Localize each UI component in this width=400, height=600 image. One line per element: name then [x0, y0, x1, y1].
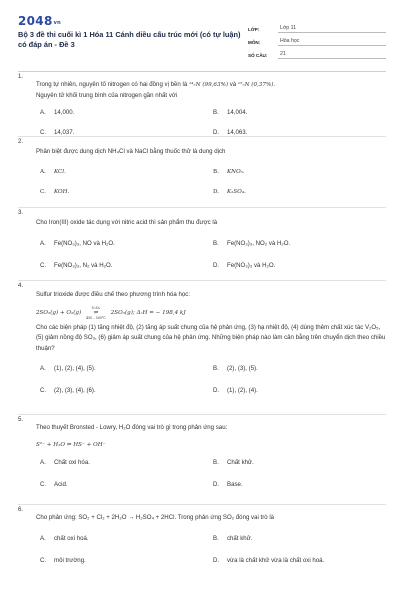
option-b[interactable]: B. (2), (3), (5).: [213, 365, 258, 372]
option-d[interactable]: D. K₂SO₄.: [213, 188, 246, 195]
question-number: 2.: [18, 138, 24, 145]
answer-options: [40, 108, 386, 138]
question-number: 1.: [18, 73, 24, 80]
document-meta: [248, 20, 386, 59]
question-5: [18, 414, 386, 504]
question-text: Cho Iron(III) oxide tác dụng với nitric acid thì sản phẩm thu được là: [36, 219, 218, 226]
option-a[interactable]: A. chất oxi hoá.: [40, 534, 89, 542]
option-a[interactable]: A. Chất oxi hóa.: [40, 459, 90, 466]
option-d[interactable]: D. Base.: [213, 481, 243, 488]
answer-options: [40, 364, 386, 396]
question-1: [18, 72, 386, 136]
question-text: Trong tự nhiên, nguyên tố nitrogen có hai đồng vị bền là: [36, 81, 188, 88]
option-c[interactable]: C. 14,037.: [40, 129, 75, 136]
question-text: Cho phản ứng: SO₂ + Cl₂ + 2H₂O → H₂SO₄ + 2HCl. Trong phản ứng SO₂ đóng vai trò là: [36, 514, 275, 521]
question-text-2: Nguyên tử khối trung bình của nitrogen gần nhất với: [36, 91, 178, 99]
question-text-2: Cho các biện pháp (1) tăng nhiệt độ, (2) tăng áp suất chung của hệ phản ứng, (3) hạ nhiệt độ, (4) dùng thêm chất xúc tác V₂O₅, (5) giảm nồng độ SO₃, (6) giảm áp suất chung của hệ phản ứng. Những biện pháp nào làm cân bằng trên chuyển dịch theo chiều thuận?: [36, 323, 386, 352]
document-header: [18, 14, 386, 59]
option-a[interactable]: A. 14,000.: [40, 109, 75, 116]
option-b[interactable]: B. KNO₃.: [213, 168, 245, 175]
option-d[interactable]: D. vừa là chất khử vừa là chất oxi hoá.: [213, 556, 325, 564]
reaction-equation: S²⁻ + H₂O ⇌ HS⁻ + OH⁻: [36, 441, 106, 448]
question-number: 3.: [18, 209, 24, 216]
option-c[interactable]: C. Acid.: [40, 481, 68, 488]
reaction-equation: 2SO₂(g) + O₂(g) V₂O₅ ⇌ 450 – 500°C 2SO₃(g); ΔᵣH = − 198,4 kJ: [36, 305, 186, 320]
document-title: Bộ 3 đề thi cuối kì 1 Hóa 11 Cánh diều cấu trúc mới (có tự luận) có đáp án - Đề 3: [18, 30, 241, 49]
option-b[interactable]: B. 14,004.: [213, 109, 248, 116]
isotope-join: và: [229, 81, 237, 88]
meta-question-count: SỐ CÂU: 21: [248, 46, 386, 59]
question-number: 5.: [18, 416, 24, 423]
option-c[interactable]: C. (2), (3), (4), (6).: [40, 387, 96, 394]
header-left: [18, 14, 248, 59]
option-d[interactable]: D. Fe(NO₃)₃ và H₂O.: [213, 261, 276, 269]
question-text: Sulfur trioxide được điều chế theo phương trình hóa học:: [36, 291, 191, 298]
site-logo[interactable]: 2048vn: [18, 14, 62, 28]
option-b[interactable]: B. Fe(NO₃)₃, NO₂ và H₂O.: [213, 239, 291, 247]
isotope-n14: ¹⁴₇N (99,63%): [188, 82, 229, 88]
answer-options: [40, 534, 386, 566]
option-b[interactable]: B. chất khử.: [213, 534, 253, 542]
meta-grade: LỚP: Lớp 11: [248, 20, 386, 33]
question-6: [18, 504, 386, 574]
question-4: [18, 280, 386, 414]
question-3: [18, 207, 386, 280]
answer-options: [40, 239, 386, 271]
question-number: 4.: [18, 282, 24, 289]
option-a[interactable]: A. KCl.: [40, 168, 66, 175]
option-d[interactable]: D. (1), (2), (4).: [213, 387, 258, 394]
answer-options: [40, 167, 386, 197]
option-a[interactable]: A. (1), (2), (4), (5).: [40, 365, 96, 372]
option-d[interactable]: D. 14,063.: [213, 129, 248, 136]
option-a[interactable]: A. Fe(NO₃)₃, NO và H₂O.: [40, 239, 115, 247]
option-c[interactable]: C. Fe(NO₃)₃, N₂ và H₂O.: [40, 261, 113, 269]
equilibrium-arrow-icon: V₂O₅ ⇌ 450 – 500°C: [86, 305, 106, 320]
question-number: 6.: [18, 506, 24, 513]
answer-options: [40, 458, 386, 490]
option-b[interactable]: B. Chất khử.: [213, 459, 254, 466]
question-2: [18, 136, 386, 207]
meta-subject: MÔN: Hóa học: [248, 33, 386, 46]
question-text: Phân biệt được dung dịch NH₄Cl và NaCl bằng thuốc thử là dung dịch: [36, 148, 226, 155]
option-c[interactable]: C. KOH.: [40, 188, 70, 195]
option-c[interactable]: C. môi trường.: [40, 556, 86, 564]
question-text: Theo thuyết Bronsted - Lowry, H₂O đóng vai trò gì trong phản ứng sau:: [36, 424, 228, 431]
isotope-n15: ¹⁵₇N (0,37%).: [237, 82, 276, 88]
